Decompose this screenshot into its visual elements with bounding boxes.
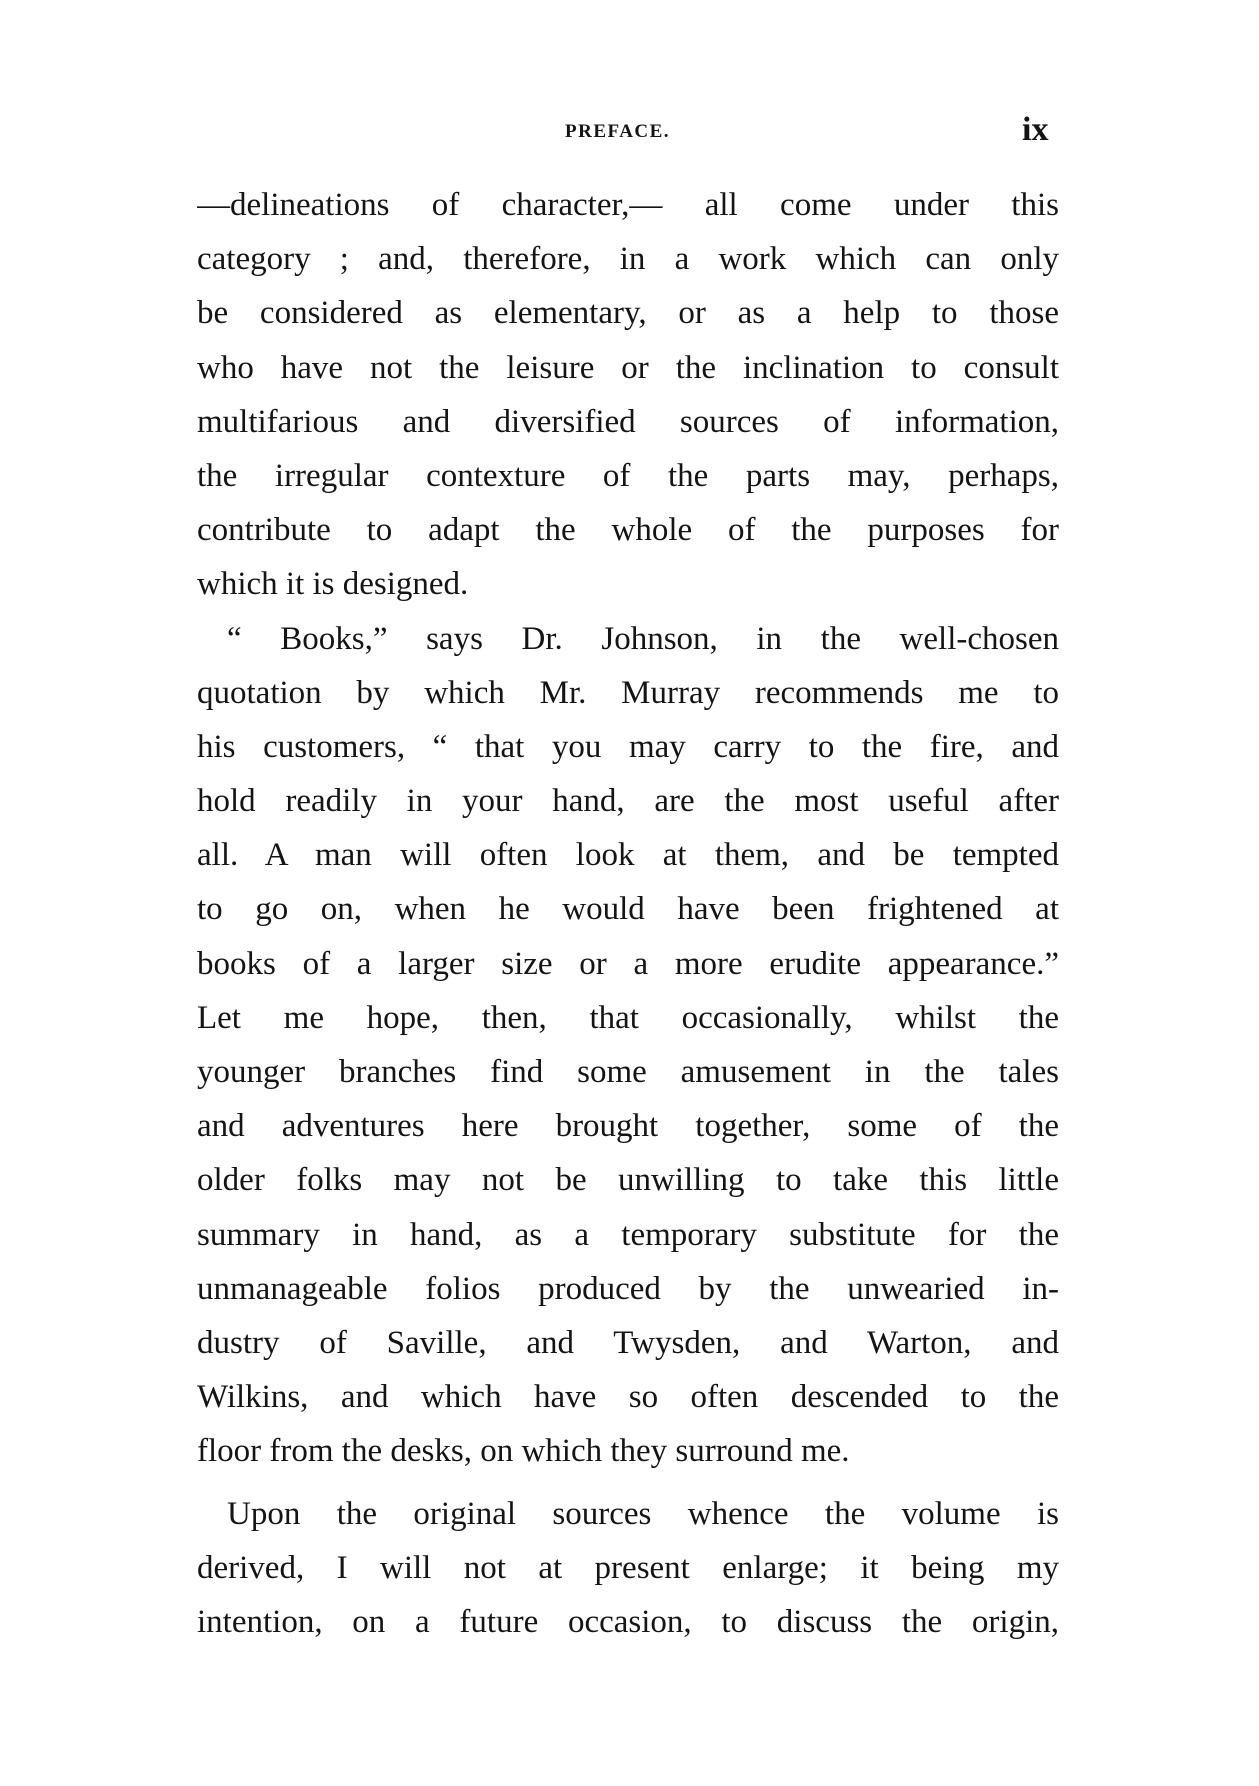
text-line: contribute to adapt the whole of the purposes for	[197, 512, 1059, 549]
text-line: Upon the original sources whence the volume is	[227, 1495, 1059, 1532]
text-line: books of a larger size or a more erudite appearance.”	[197, 945, 1059, 982]
text-line: Let me hope, then, that occasionally, whilst the	[197, 999, 1059, 1036]
text-line: unmanageable folios produced by the unwearied in-	[197, 1270, 1059, 1307]
text-line: which it is designed.	[197, 566, 469, 603]
text-line: category ; and, therefore, in a work which can only	[197, 241, 1059, 278]
text-line: summary in hand, as a temporary substitute for the	[197, 1216, 1059, 1253]
paragraph-2	[197, 612, 1059, 1479]
text-line: multifarious and diversified sources of information,	[197, 403, 1059, 440]
running-title: PREFACE.	[565, 121, 671, 142]
paragraph-1	[197, 178, 1059, 612]
text-line: derived, I will not at present enlarge; it being my	[197, 1549, 1059, 1586]
paragraph-3	[197, 1487, 1059, 1650]
text-line: Wilkins, and which have so often descended to the	[197, 1379, 1059, 1416]
paragraph-gap	[197, 1479, 1059, 1487]
text-line: his customers, “ that you may carry to the fire, and	[197, 728, 1059, 765]
text-line: the irregular contexture of the parts may, perhaps,	[197, 457, 1059, 494]
text-line: and adventures here brought together, some of the	[197, 1108, 1059, 1145]
text-line: floor from the desks, on which they surround me.	[197, 1433, 850, 1470]
text-line: —delineations of character,— all come under this	[197, 187, 1059, 223]
text-line: older folks may not be unwilling to take this little	[197, 1162, 1059, 1199]
text-line: “ Books,” says Dr. Johnson, in the well-chosen	[227, 620, 1059, 657]
running-head	[0, 111, 1259, 155]
text-line: dustry of Saville, and Twysden, and Warton, and	[197, 1324, 1059, 1361]
text-line: hold readily in your hand, are the most useful after	[197, 783, 1059, 820]
text-line: who have not the leisure or the inclination to consult	[197, 349, 1059, 386]
text-line: quotation by which Mr. Murray recommends me to	[197, 674, 1059, 711]
text-line: intention, on a future occasion, to discuss the origin,	[197, 1603, 1059, 1640]
text-line: all. A man will often look at them, and be tempted	[197, 837, 1059, 874]
page-number: ix	[1022, 111, 1049, 148]
text-line: be considered as elementary, or as a help to those	[197, 295, 1059, 332]
text-line: to go on, when he would have been frightened at	[197, 891, 1059, 928]
text-line: younger branches find some amusement in the tales	[197, 1054, 1059, 1090]
body-text	[197, 178, 1059, 1649]
